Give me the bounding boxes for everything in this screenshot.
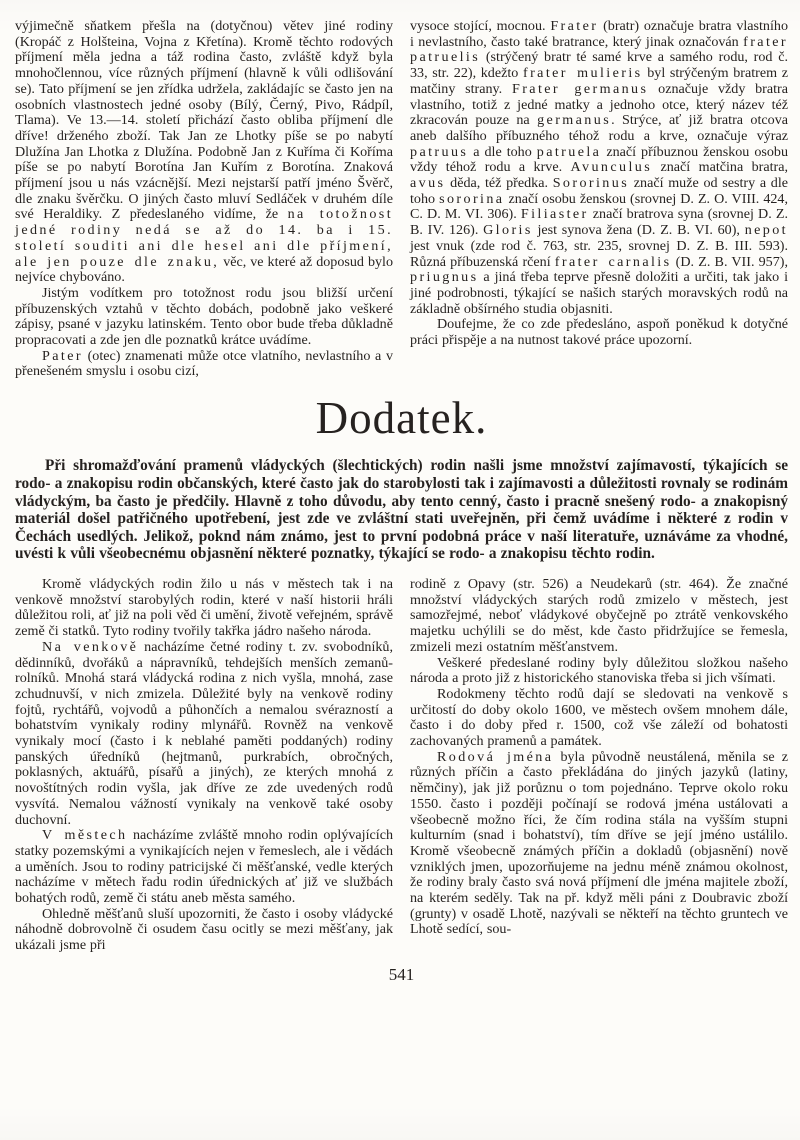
intro-paragraph: Při shromažďování pramenů vládyckých (šlechtických) rodin našli jsme množství zajímavostí, týkajících se rodo- a znakopisu rodin občanských, které často jak do starobylosti tak i zajímavosti a důležitosti rovnaly se rodinám vládyckým, ba často je předčily. Hlavně z toho důvodu, aby tento cenný, často i pracně snešený rodo- a znakopisný materiál došel patřičného upotřebení, jest zde ve zvláštní stati uveřejněn, při čemž uvádíme i některé z rodin v Čechách usedlých. Jelikož, poknd nám známo, jest to první podobná práce v naší literatuře, uznáváme za vhodné, uvésti k vůli všeobecnému objasnění některé poznatky, týkající se rodo- a znakopisu těchto rodin.: [15, 457, 788, 563]
letterspaced-emphasis: sororina: [439, 190, 505, 207]
text-run: . Strýce, ať již bratra otcova aneb dalšího příbuzného téhož rodu a krve, označuje výraz: [410, 112, 788, 144]
text-run: jest synova žena (D. Z. B. VI. 60),: [532, 222, 745, 239]
text-run: jest vnuk (zde rod č. 763, str. 235, srovnej D. Z. B. III. 593). Různá příbuzenská rčení: [410, 237, 788, 270]
section-heading: Dodatek.: [315, 393, 488, 444]
top-left-column: [15, 19, 393, 380]
letterspaced-emphasis: patruela: [536, 143, 602, 160]
letterspaced-emphasis: germanus: [537, 112, 612, 129]
text-run: Doufejme, že co zde předesláno, aspoň poněkud k dotyčné práci přispěje a na nutnost takové práce upozorní.: [410, 316, 788, 349]
text-run: věc, ve které až doposud bylo nejvíce chybováno.: [15, 253, 394, 286]
paragraph: [410, 19, 788, 317]
text-run: značí matčina bratra,: [652, 159, 788, 176]
paragraph: [410, 687, 788, 750]
letterspaced-emphasis: na totožnost jedné rodiny nedá se až do 14. ba i 15. století souditi ani dle hesel ani dle příjmení, ale jen pouze dle znaku,: [15, 206, 394, 270]
top-two-column-section: [15, 19, 788, 380]
letterspaced-emphasis: Frater germanus: [511, 80, 649, 97]
text-run: a jiná třeba teprve přesně doložiti a určiti, tak jako i jiné podrobnosti, týkající se našich starých moravských rodů na základně obšírného studia objasniti.: [410, 269, 788, 317]
paragraph: [410, 577, 788, 656]
text-run: nacházíme zvláště mnoho rodin oplývajících statky pozemskými a vynikajících nejen v řemeslech, ale i vědách a uměních. Jsou to rodiny patricijské či měšťanské, vedle kterých nacházíme v mětech řadu rodin úřednických ať již ve službách bohatých rodů, země či státu aneb města samého.: [15, 827, 393, 907]
letterspaced-emphasis: avus: [410, 175, 446, 192]
paragraph: [15, 907, 393, 954]
text-run: označuje vždy bratra vlastního, totiž z jedné matky a jednoho otce, který název též zkracován pouze na: [410, 80, 788, 129]
text-run: (bratr) označuje bratra vlastního i nevlastního, často také bratrance, který jinak označován: [410, 18, 788, 50]
letterspaced-emphasis: Rodová jména: [437, 748, 554, 765]
text-run: vysoce stojící, mocnou.: [410, 18, 551, 34]
paragraph: [15, 286, 393, 349]
text-run: (strýčený bratr té samé krve a samého rodu, rod č. 33, str. 22), kdežto: [410, 49, 788, 82]
letterspaced-emphasis: Frater: [550, 18, 599, 34]
text-run: Veškeré předeslané rodiny byly důležitou složkou našeho národa a proto již z historického stanoviska třeba si jich všímati.: [410, 654, 788, 687]
paragraph: [410, 750, 788, 938]
text-run: a dle toho: [468, 143, 537, 160]
paragraph: [410, 317, 788, 348]
paragraph: [410, 656, 788, 687]
text-run: Ohledně měšťanů sluší upozorniti, že často i osoby vládycké náhodně dobrovolně či osudem času ocitly se mezi měšťany, jak ukázali jsme při: [15, 905, 393, 954]
text-run: Rodokmeny těchto rodů dají se sledovati na venkově s určitostí do doby okolo 1600, ve městech ovšem mnohem dále, často i do doby před r. 1500, což vše záleží od bohatosti zachovaných pramenů a památek.: [410, 685, 788, 750]
text-run: nacházíme četné rodiny t. zv. svobodníků, dědinníků, dvořáků a nápravníků, tehdejších menších zemanů-rolníků. Mnohá stará vládycká rodina z nich vyšla, mnohá, zase zchudnuvší, v nich zmizela. Důležité byly na venkově rodiny fojtů, rychtářů, vojvodů a půhončích a nemalou svérazností a bohatstvím vynikaly rodiny mlynářů. Rovněž na venkově vynikaly mocí (často i k neblahé paměti poddaných) rodiny panských úředníků (hejtmanů, purkrabích, obročných, poklasných, aktuářů, písařů a jiných), ze kterých mnohá z novoštítných rodin vyšla, jak dříve ze zde uvedených rodů vysvítá. Nemalou vážností vynikaly na venkově také osoby duchovní.: [15, 638, 393, 828]
text-run: značí bratrova syna (srovnej D. Z. B. IV. 126).: [410, 206, 788, 239]
bottom-left-column: [15, 577, 393, 954]
text-run: byl strýčeným bratrem z matčiny strany.: [410, 65, 788, 97]
letterspaced-emphasis: Avunculus: [570, 159, 653, 176]
bottom-right-column: [410, 577, 788, 954]
letterspaced-emphasis: frater mulieris: [522, 65, 643, 82]
letterspaced-emphasis: priugnus: [410, 269, 479, 286]
text-run: děda, též předka.: [445, 175, 553, 192]
text-run: výjimečně sňatkem přešla na (dotyčnou) větev jiné rodiny (Kropáč z Holšteina, Vojna z Křetína). Kromě těchto rodových příjmení měla jedna a táž rodina často, zvláště když byla mnohočlennou, více různých příjmení (hlavně k vůli odlišování se). Tato příjmení se jen zřídka udržela, zakládajíc se často jen na osobních vlastnostech jedné osoby (Bílý, Černý, Pivo, Rádpíl, Tlama). Ve 13.—14. století přichází často obliba příjmení dle dříve! drženého zboží. Tak Jan ze Lhotky píše se po nabytí Dlužína Jan Lhotka z Dlužína. Podobně Jan z Kuříma či Koříma píše se po nabytí Borotína Jan Kuřím z Borotína. Znaková příjmení jsou u nás vzácnější. Mezi nejstarší patří jméno Švěrč, dle znaku švěrčku. O jiných často mluví Sedláček v druhém díle své Heraldiky. Z předeslaného vidíme, že: [15, 18, 393, 223]
page-number: 541: [388, 964, 415, 984]
bottom-two-column-section: [15, 577, 788, 954]
text-run: Jistým vodítkem pro totožnost rodu jsou bližší určení příbuzenských vztahů v těchto dobách, podobně jako veškeré zápisy, psané v jazyku latinském. Tento obor bude třeba důkladně propracovati a zde jen dle poznatků krátce uvádíme.: [15, 284, 393, 349]
letterspaced-emphasis: frater carnalis: [554, 253, 672, 270]
paragraph: [15, 828, 393, 907]
letterspaced-emphasis: Pater: [42, 347, 83, 364]
letterspaced-emphasis: Filiaster: [520, 206, 589, 223]
text-run: značí muže od sestry a dle toho: [410, 175, 788, 207]
letterspaced-emphasis: Sororinus: [552, 175, 630, 192]
text-run: značí osobu ženskou (srovnej D. Z. O. VIII. 424, C. D. M. VI. 306).: [410, 190, 788, 223]
text-run: značí příbuznou ženskou osobu vždy téhož rodu a krve.: [410, 143, 788, 176]
paragraph: [15, 640, 393, 828]
letterspaced-emphasis: V městech: [42, 827, 128, 844]
text-run: byla původně neustálená, měnila se z různých příčin a často překládána do jiných jazyků (latiny, němčiny), jak již porůznu o tom pojednáno. Teprve okolo roku 1550. často i později počínají se rodová jména ustálovati a všeobecně možno říci, že čím rodina stála na vyšším stupni kulturním (snad i bohatství), tím dříve se její jméno ustálilo. Kromě všeobecně známých příčin a dokladů (objasnění) nově vzniklých jmen, upozorňujeme na jednu méně známou okolnost, že rodiny braly často svá nová příjmení dle jména majitele zboží, na kterém seděly. Tak na př. když měli páni z Doubravic zboží (grunty) v osadě Lhotě, nazývali se někteří na těchto gruntech ve Lhotě sedící, sou-: [410, 748, 789, 938]
letterspaced-emphasis: Na venkově: [42, 638, 139, 655]
paragraph: [15, 349, 393, 380]
letterspaced-emphasis: nepot: [744, 222, 788, 239]
top-right-column: [410, 19, 788, 380]
text-run: (D. Z. B. VII. 957),: [671, 253, 788, 270]
letterspaced-emphasis: frater patruelis: [410, 33, 788, 66]
letterspaced-emphasis: Gloris: [483, 222, 533, 239]
paragraph: [15, 19, 393, 286]
text-run: rodině z Opavy (str. 526) a Neudekarů (str. 464). Že značné množství vládyckých starých rodů zmizelo v městech, jest samozřejmé, neboť vládykové obyčejně po ztrátě venkovského majetku uchýlili se do měst, kde často přidržujíce se řemesla, zmizeli mezi ostatním měšťanstvem.: [410, 575, 788, 655]
letterspaced-emphasis: patruus: [410, 143, 469, 160]
text-run: (otec) znamenati může otce vlatního, nevlastního a v přenešeném smyslu i osobu cizí,: [15, 347, 393, 380]
paragraph: [15, 577, 393, 640]
text-run: Kromě vládyckých rodin žilo u nás v městech tak i na venkově množství starobylých rodin, které v naší historii hráli důležitou roli, ať již na poli věd či umění, životě veřejném, správě země či statků. Tyto rodiny tvořily takřka jádro našeho národa.: [15, 575, 393, 640]
